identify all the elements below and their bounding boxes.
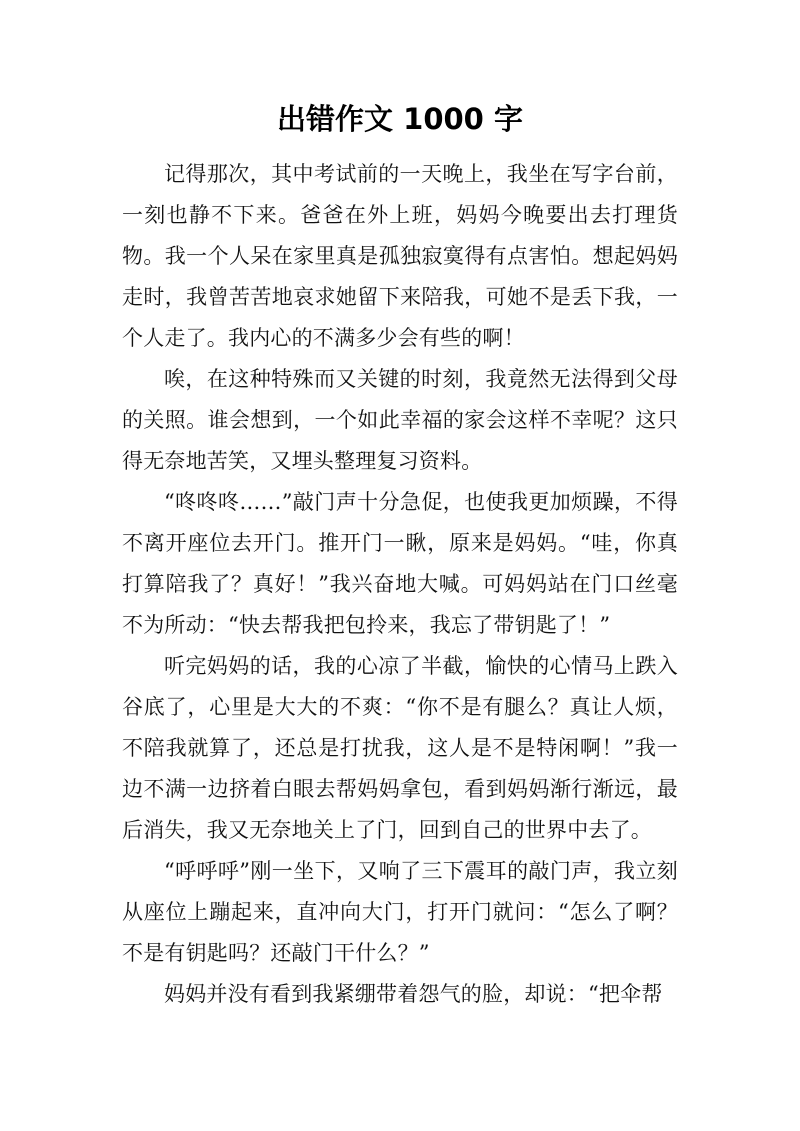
paragraph: “咚咚咚……”敲门声十分急促，也使我更加烦躁，不得不离开座位去开门。推开门一瞅，原来是妈妈。“哇，你真打算陪我了？真好！”我兴奋地大喊。可妈妈站在门口丝毫不为所动：“快去帮我把包拎来，我忘了带钥匙了！” xyxy=(122,490,678,637)
paragraph: 唉，在这种特殊而又关键的时刻，我竟然无法得到父母的关照。谁会想到，一个如此幸福的家会这样不幸呢？这只得无奈地苦笑，又埋头整理复习资料。 xyxy=(122,367,678,473)
paragraph: “呼呼呼”刚一坐下，又响了三下震耳的敲门声，我立刻从座位上蹦起来，直冲向大门，打开门就问：“怎么了啊？不是有钥匙吗？还敲门干什么？” xyxy=(122,859,678,965)
paragraph: 记得那次，其中考试前的一天晚上，我坐在写字台前，一刻也静不下来。爸爸在外上班，妈妈今晚要出去打理货物。我一个人呆在家里真是孤独寂寞得有点害怕。想起妈妈走时，我曾苦苦地哀求她留下来陪我，可她不是丢下我，一个人走了。我内心的不满多少会有些的啊！ xyxy=(122,162,678,350)
document-body xyxy=(122,154,678,1015)
document-title: 出错作文 1000 字 xyxy=(277,102,523,136)
paragraph: 妈妈并没有看到我紧绷带着怨气的脸，却说：“把伞帮 xyxy=(164,982,663,1006)
paragraph: 听完妈妈的话，我的心凉了半截，愉快的心情马上跌入谷底了，心里是大大的不爽：“你不是有腿么？真让人烦，不陪我就算了，还总是打扰我，这人是不是特闲啊！”我一边不满一边挤着白眼去帮妈妈拿包，看到妈妈渐行渐远，最后消失，我又无奈地关上了门，回到自己的世界中去了。 xyxy=(122,654,678,842)
